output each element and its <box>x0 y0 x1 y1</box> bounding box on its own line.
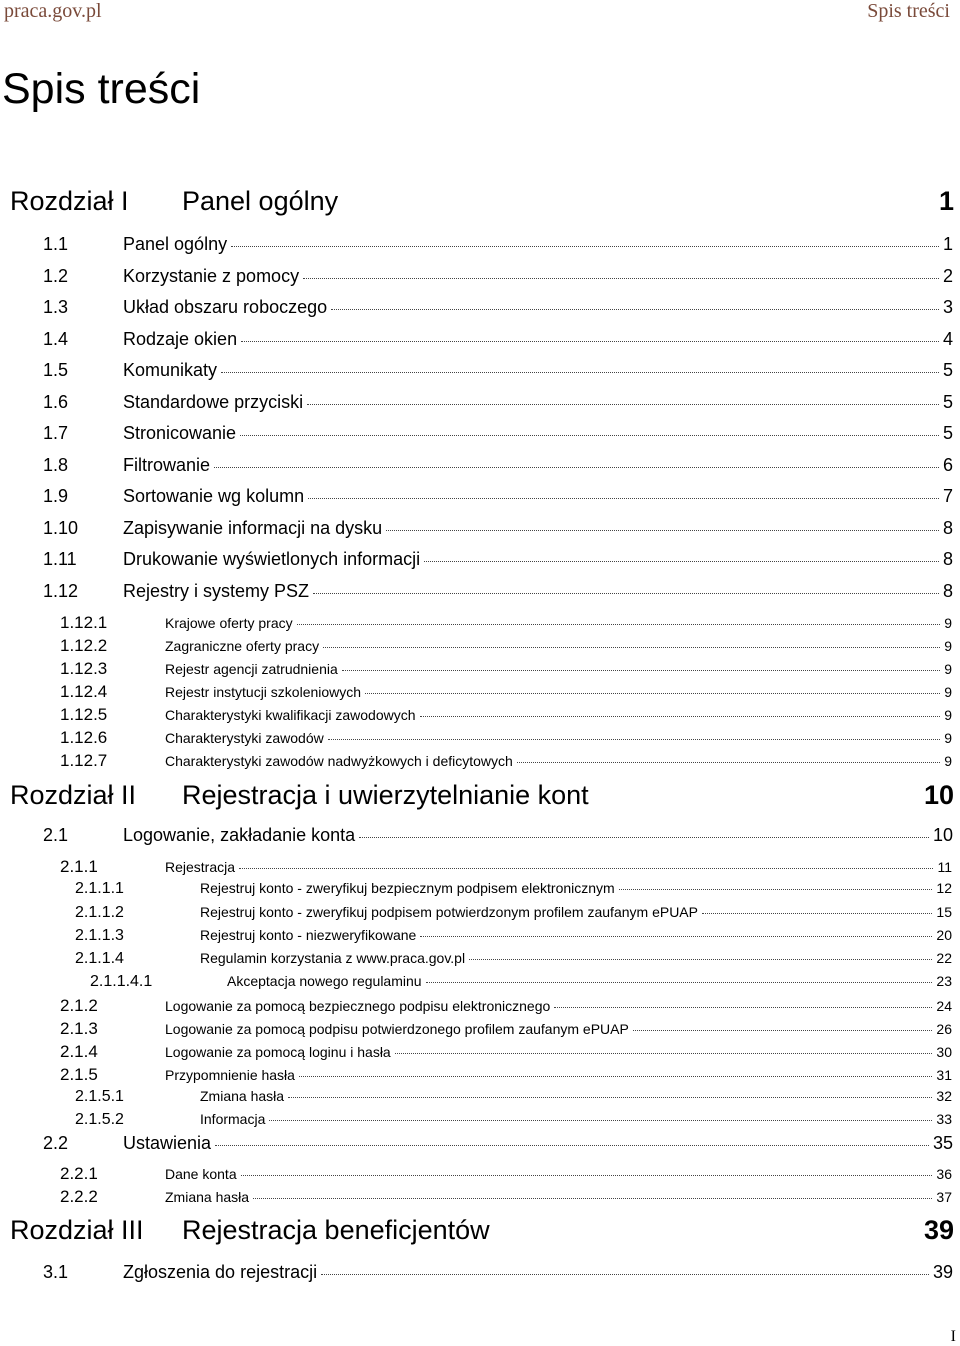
toc-entry-number: Rozdział II <box>10 780 137 810</box>
toc-entry-title: Filtrowanie <box>123 455 211 475</box>
page-title: Spis treści <box>2 65 201 113</box>
toc-entry[interactable] <box>43 423 953 444</box>
toc-entry-number: 1.12.4 <box>60 682 108 701</box>
toc-entry-number: 2.1.4 <box>60 1042 98 1061</box>
dot-leader <box>288 1097 932 1098</box>
toc-entry-page: 5 <box>942 392 953 412</box>
toc-entry-page: 1 <box>942 234 953 254</box>
toc-entry[interactable] <box>75 904 952 922</box>
dot-leader <box>426 982 933 983</box>
dot-leader <box>395 1053 933 1054</box>
toc-entry-title: Rejestry i systemy PSZ <box>123 581 310 601</box>
dot-leader <box>517 762 940 763</box>
toc-entry-page: 8 <box>942 581 953 601</box>
toc-entry-title: Panel ogólny <box>182 186 339 216</box>
toc-entry-page: 22 <box>936 950 952 966</box>
dot-leader <box>240 435 939 436</box>
page-number: I <box>950 1328 956 1345</box>
toc-entry-number: 1.6 <box>43 392 69 412</box>
toc-entry[interactable] <box>60 682 952 702</box>
dot-leader <box>299 1076 932 1077</box>
dot-leader <box>214 467 939 468</box>
toc-entry-title: Korzystanie z pomocy <box>123 266 300 286</box>
toc-entry-title: Rejestr instytucji szkoleniowych <box>165 684 362 700</box>
toc-entry-number: 1.12.3 <box>60 659 108 678</box>
toc-entry-page: 33 <box>936 1111 952 1127</box>
dot-leader <box>702 913 932 914</box>
toc-entry-number: Rozdział I <box>10 186 129 216</box>
dot-leader <box>342 670 940 671</box>
toc-entry[interactable] <box>43 581 953 602</box>
toc-entry-title: Zmiana hasła <box>165 1189 250 1205</box>
toc-entry-title: Rejestruj konto - niezweryfikowane <box>200 927 417 943</box>
toc-entry-number: 1.11 <box>43 549 77 569</box>
toc-entry-title: Zmiana hasła <box>200 1088 285 1104</box>
toc-entry[interactable] <box>60 636 952 656</box>
toc-entry-title: Regulamin korzystania z www.praca.gov.pl <box>200 950 466 966</box>
toc-entry-title: Akceptacja nowego regulaminu <box>227 973 422 989</box>
toc-entry-page: 30 <box>936 1044 952 1060</box>
dot-leader <box>308 498 939 499</box>
toc-entry-number: 2.2 <box>43 1133 69 1153</box>
dot-leader <box>633 1030 933 1031</box>
dot-leader <box>253 1198 932 1199</box>
toc-entry-number: 1.10 <box>43 518 79 538</box>
toc-entry-number: 1.1 <box>43 234 69 254</box>
toc-entry[interactable] <box>75 950 952 968</box>
toc-entry-page: 11 <box>937 859 952 875</box>
toc-entry-page: 36 <box>936 1166 952 1182</box>
dot-leader <box>269 1120 932 1121</box>
dot-leader <box>331 309 939 310</box>
dot-leader <box>297 624 941 625</box>
toc-entry-page: 8 <box>942 549 953 569</box>
toc-chapter[interactable] <box>10 186 954 217</box>
header-section-name: Spis treści <box>867 0 950 22</box>
toc-entry-page: 5 <box>942 360 953 380</box>
toc-entry-number: 1.4 <box>43 329 69 349</box>
toc-entry-title: Dane konta <box>165 1166 237 1182</box>
toc-entry-number: 3.1 <box>43 1262 69 1282</box>
toc-entry[interactable] <box>43 266 953 287</box>
toc-entry[interactable] <box>60 1042 952 1062</box>
toc-entry-number: 2.1.2 <box>60 996 98 1015</box>
toc-entry-page: 23 <box>936 973 952 989</box>
toc-entry[interactable] <box>43 825 953 846</box>
toc-entry-number: 1.12.1 <box>60 613 108 632</box>
dot-leader <box>386 530 939 531</box>
toc-entry-title: Drukowanie wyświetlonych informacji <box>123 549 421 569</box>
dot-leader <box>469 959 932 960</box>
toc-entry-number: 1.3 <box>43 297 69 317</box>
toc-entry-number: 1.12.6 <box>60 728 108 747</box>
toc-entry[interactable] <box>43 234 953 255</box>
toc-entry-title: Informacja <box>200 1111 266 1127</box>
toc-entry-title: Charakterystyki zawodów nadwyżkowych i deficytowych <box>165 753 513 769</box>
toc-entry[interactable] <box>43 1262 953 1283</box>
toc-entry-title: Panel ogólny <box>123 234 228 254</box>
toc-entry[interactable] <box>60 728 952 748</box>
toc-entry-page: 39 <box>923 1215 954 1245</box>
toc-entry-number: 2.2.2 <box>60 1187 98 1206</box>
toc-entry-page: 2 <box>942 266 953 286</box>
toc-entry[interactable] <box>60 996 952 1016</box>
toc-entry-page: 31 <box>936 1067 952 1083</box>
toc-entry[interactable] <box>43 549 953 570</box>
toc-entry-title: Rejestracja i uwierzytelnianie kont <box>182 780 589 810</box>
toc-entry-number: 2.1.5.1 <box>75 1088 124 1105</box>
toc-entry-title: Rejestr agencji zatrudnienia <box>165 661 338 677</box>
toc-entry-number: 2.1.1.4 <box>75 950 124 967</box>
toc-entry-number: 2.1.1.4.1 <box>90 973 153 990</box>
toc-entry-page: 7 <box>942 486 953 506</box>
toc-entry[interactable] <box>43 297 953 318</box>
toc-entry-page: 20 <box>936 927 952 943</box>
dot-leader <box>239 868 933 869</box>
toc-entry[interactable] <box>43 455 953 476</box>
dot-leader <box>323 647 940 648</box>
toc-entry-page: 24 <box>936 998 952 1014</box>
toc-chapter[interactable] <box>10 1215 954 1246</box>
toc-entry-title: Rejestruj konto - zweryfikuj bezpiecznym podpisem elektronicznym <box>200 880 615 896</box>
toc-entry-number: 1.12.7 <box>60 751 108 770</box>
toc-entry-page: 9 <box>944 661 952 677</box>
toc-entry-title: Logowanie za pomocą bezpiecznego podpisu elektronicznego <box>165 998 551 1014</box>
toc-entry-page: 1 <box>938 186 954 216</box>
toc-entry-title: Rejestruj konto - zweryfikuj podpisem potwierdzonym profilem zaufanym ePUAP <box>200 904 698 920</box>
header-site-name: praca.gov.pl <box>4 0 102 22</box>
dot-leader <box>231 246 939 247</box>
toc-entry[interactable] <box>60 751 952 771</box>
toc-entry[interactable] <box>75 1088 952 1106</box>
toc-entry[interactable] <box>75 1111 952 1129</box>
toc-entry-title: Charakterystyki zawodów <box>165 730 324 746</box>
toc-entry-title: Sortowanie wg kolumn <box>123 486 305 506</box>
toc-entry-title: Logowanie za pomocą podpisu potwierdzonego profilem zaufanym ePUAP <box>165 1021 629 1037</box>
toc-entry[interactable] <box>60 1187 952 1207</box>
toc-entry-title: Krajowe oferty pracy <box>165 615 293 631</box>
toc-entry[interactable] <box>43 392 953 413</box>
toc-entry[interactable] <box>60 1065 952 1085</box>
toc-entry[interactable] <box>60 659 952 679</box>
toc-entry-page: 4 <box>942 329 953 349</box>
toc-entry[interactable] <box>60 613 952 633</box>
dot-leader <box>215 1145 929 1146</box>
toc-entry-page: 26 <box>936 1021 952 1037</box>
toc-entry-number: 1.8 <box>43 455 69 475</box>
toc-entry[interactable] <box>43 486 953 507</box>
dot-leader <box>241 1175 933 1176</box>
toc-entry-title: Logowanie, zakładanie konta <box>123 825 356 845</box>
toc-entry-page: 35 <box>932 1133 953 1153</box>
toc-entry-page: 15 <box>936 904 952 920</box>
toc-entry-page: 9 <box>944 730 952 746</box>
dot-leader <box>321 1274 929 1275</box>
dot-leader <box>313 593 939 594</box>
toc-entry-page: 9 <box>944 707 952 723</box>
toc-entry-number: 2.1 <box>43 825 69 845</box>
toc-entry-title: Przypomnienie hasła <box>165 1067 295 1083</box>
toc-entry-page: 9 <box>944 684 952 700</box>
dot-leader <box>365 693 940 694</box>
toc-entry-number: 1.12.5 <box>60 705 108 724</box>
toc-entry-title: Logowanie za pomocą loginu i hasła <box>165 1044 391 1060</box>
toc-entry-number: 2.1.1.2 <box>75 904 124 921</box>
toc-entry-number: 2.1.1.3 <box>75 927 124 944</box>
toc-entry-number: 2.1.1 <box>60 857 98 876</box>
toc-entry-number: Rozdział III <box>10 1215 144 1245</box>
toc-entry[interactable] <box>60 705 952 725</box>
toc-entry-title: Zapisywanie informacji na dysku <box>123 518 383 538</box>
toc-entry-page: 10 <box>923 780 954 810</box>
toc-entry-number: 2.1.3 <box>60 1019 98 1038</box>
toc-entry[interactable] <box>43 329 953 350</box>
toc-entry-page: 3 <box>942 297 953 317</box>
toc-entry-number: 1.2 <box>43 266 69 286</box>
toc-entry-page: 9 <box>944 638 952 654</box>
toc-entry-title: Rejestracja beneficjentów <box>182 1215 490 1245</box>
toc-entry-title: Standardowe przyciski <box>123 392 304 412</box>
toc-entry-page: 8 <box>942 518 953 538</box>
toc-entry-title: Komunikaty <box>123 360 218 380</box>
toc-entry-title: Stronicowanie <box>123 423 237 443</box>
dot-leader <box>359 837 929 838</box>
dot-leader <box>424 561 939 562</box>
dot-leader <box>241 341 939 342</box>
toc-entry-number: 1.7 <box>43 423 69 443</box>
toc-entry-number: 2.1.1.1 <box>75 880 124 897</box>
toc-entry-page: 10 <box>932 825 953 845</box>
toc-entry-title: Ustawienia <box>123 1133 212 1153</box>
toc-entry[interactable] <box>60 857 952 877</box>
dot-leader <box>303 278 939 279</box>
toc-entry-title: Zgłoszenia do rejestracji <box>123 1262 318 1282</box>
toc-entry[interactable] <box>60 1164 952 1184</box>
toc-entry-number: 1.9 <box>43 486 69 506</box>
toc-entry-number: 1.12.2 <box>60 636 108 655</box>
toc-entry-title: Rejestracja <box>165 859 236 875</box>
toc-entry-number: 2.2.1 <box>60 1164 98 1183</box>
toc-entry-page: 12 <box>936 880 952 896</box>
toc-entry-number: 2.1.5 <box>60 1065 98 1084</box>
toc-entry-title: Układ obszaru roboczego <box>123 297 328 317</box>
toc-entry[interactable] <box>43 1133 953 1154</box>
dot-leader <box>221 372 939 373</box>
toc-entry-number: 2.1.5.2 <box>75 1111 124 1128</box>
toc-chapter[interactable] <box>10 780 954 811</box>
toc-entry-title: Charakterystyki kwalifikacji zawodowych <box>165 707 416 723</box>
toc-entry[interactable] <box>75 880 952 898</box>
dot-leader <box>328 739 940 740</box>
toc-entry-page: 9 <box>944 753 952 769</box>
dot-leader <box>307 404 939 405</box>
toc-entry[interactable] <box>43 360 953 381</box>
toc-entry-page: 39 <box>932 1262 953 1282</box>
toc-entry-page: 5 <box>942 423 953 443</box>
dot-leader <box>554 1007 932 1008</box>
dot-leader <box>420 936 932 937</box>
toc-entry-page: 9 <box>944 615 952 631</box>
toc-entry-page: 32 <box>936 1088 952 1104</box>
toc-entry[interactable] <box>75 927 952 945</box>
toc-entry-page: 6 <box>942 455 953 475</box>
dot-leader <box>619 889 933 890</box>
dot-leader <box>420 716 941 717</box>
toc-entry-title: Zagraniczne oferty pracy <box>165 638 320 654</box>
toc-entry[interactable] <box>90 973 952 991</box>
toc-entry-page: 37 <box>936 1189 952 1205</box>
toc-entry[interactable] <box>43 518 953 539</box>
toc-entry-number: 1.12 <box>43 581 79 601</box>
toc-entry-title: Rodzaje okien <box>123 329 238 349</box>
toc-entry-number: 1.5 <box>43 360 69 380</box>
toc-entry[interactable] <box>60 1019 952 1039</box>
